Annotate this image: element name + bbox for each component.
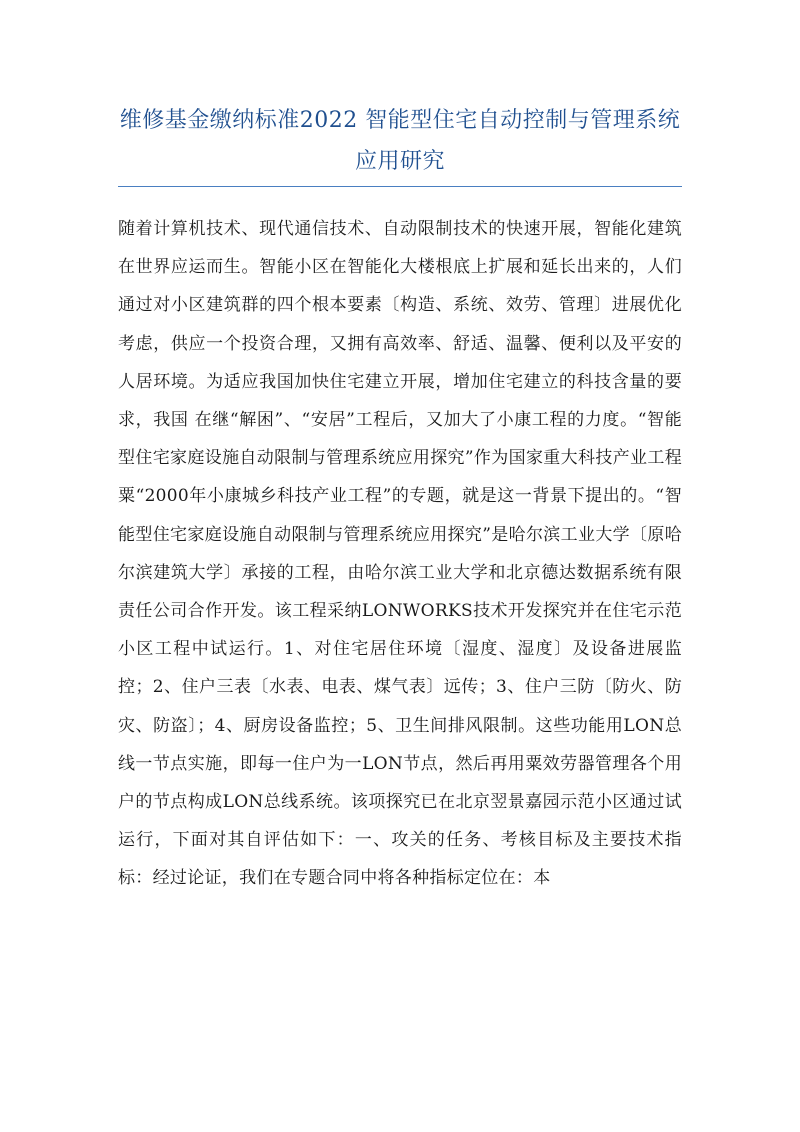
body-paragraph: 随着计算机技术、现代通信技术、自动限制技术的快速开展，智能化建筑在世界应运而生。智能小区在智能化大楼根底上扩展和延长出来的，人们通过对小区建筑群的四个根本要素〔构造、系统、效劳、管理〕进展优化考虑，供应一个投资合理，又拥有高效率、舒适、温馨、便利以及平安的人居环境。为适应我国加快住宅建立开展，增加住宅建立的科技含量的要求，我国 在继“解困”、“安居”工程后，又加大了小康工程的力度。“智能型住宅家庭设施自动限制与管理系统应用探究”作为国家重大科技产业工程粟“2000年小康城乡科技产业工程”的专题，就是这一背景下提出的。“智能型住宅家庭设施自动限制与管理系统应用探究”是哈尔滨工业大学〔原哈尔滨建筑大学〕承接的工程，由哈尔滨工业大学和北京德达数据系统有限责任公司合作开发。该工程采纳LONWORKS技术开发探究并在住宅示范小区工程中试运行。1、对住宅居住环境〔湿度、湿度〕及设备进展监控；2、住户三表〔水表、电表、煤气表〕远传；3、住户三防〔防火、防灾、防盗〕；4、厨房设备监控；5、卫生间排风限制。这些功能用LON总线一节点实施，即每一住户为一LON节点，然后再用粟效劳器管理各个用户的节点构成LON总线系统。该项探究已在北京翌景嘉园示范小区通过试运行，下面对其自评估如下：一、攻关的任务、考核目标及主要技术指标：经过论证，我们在专题合同中将各种指标定位在：本 xyxy=(118,219,682,889)
document-title: 维修基金缴纳标准2022 智能型住宅自动控制与管理系统应用研究 xyxy=(119,108,681,174)
title-divider xyxy=(118,186,682,187)
